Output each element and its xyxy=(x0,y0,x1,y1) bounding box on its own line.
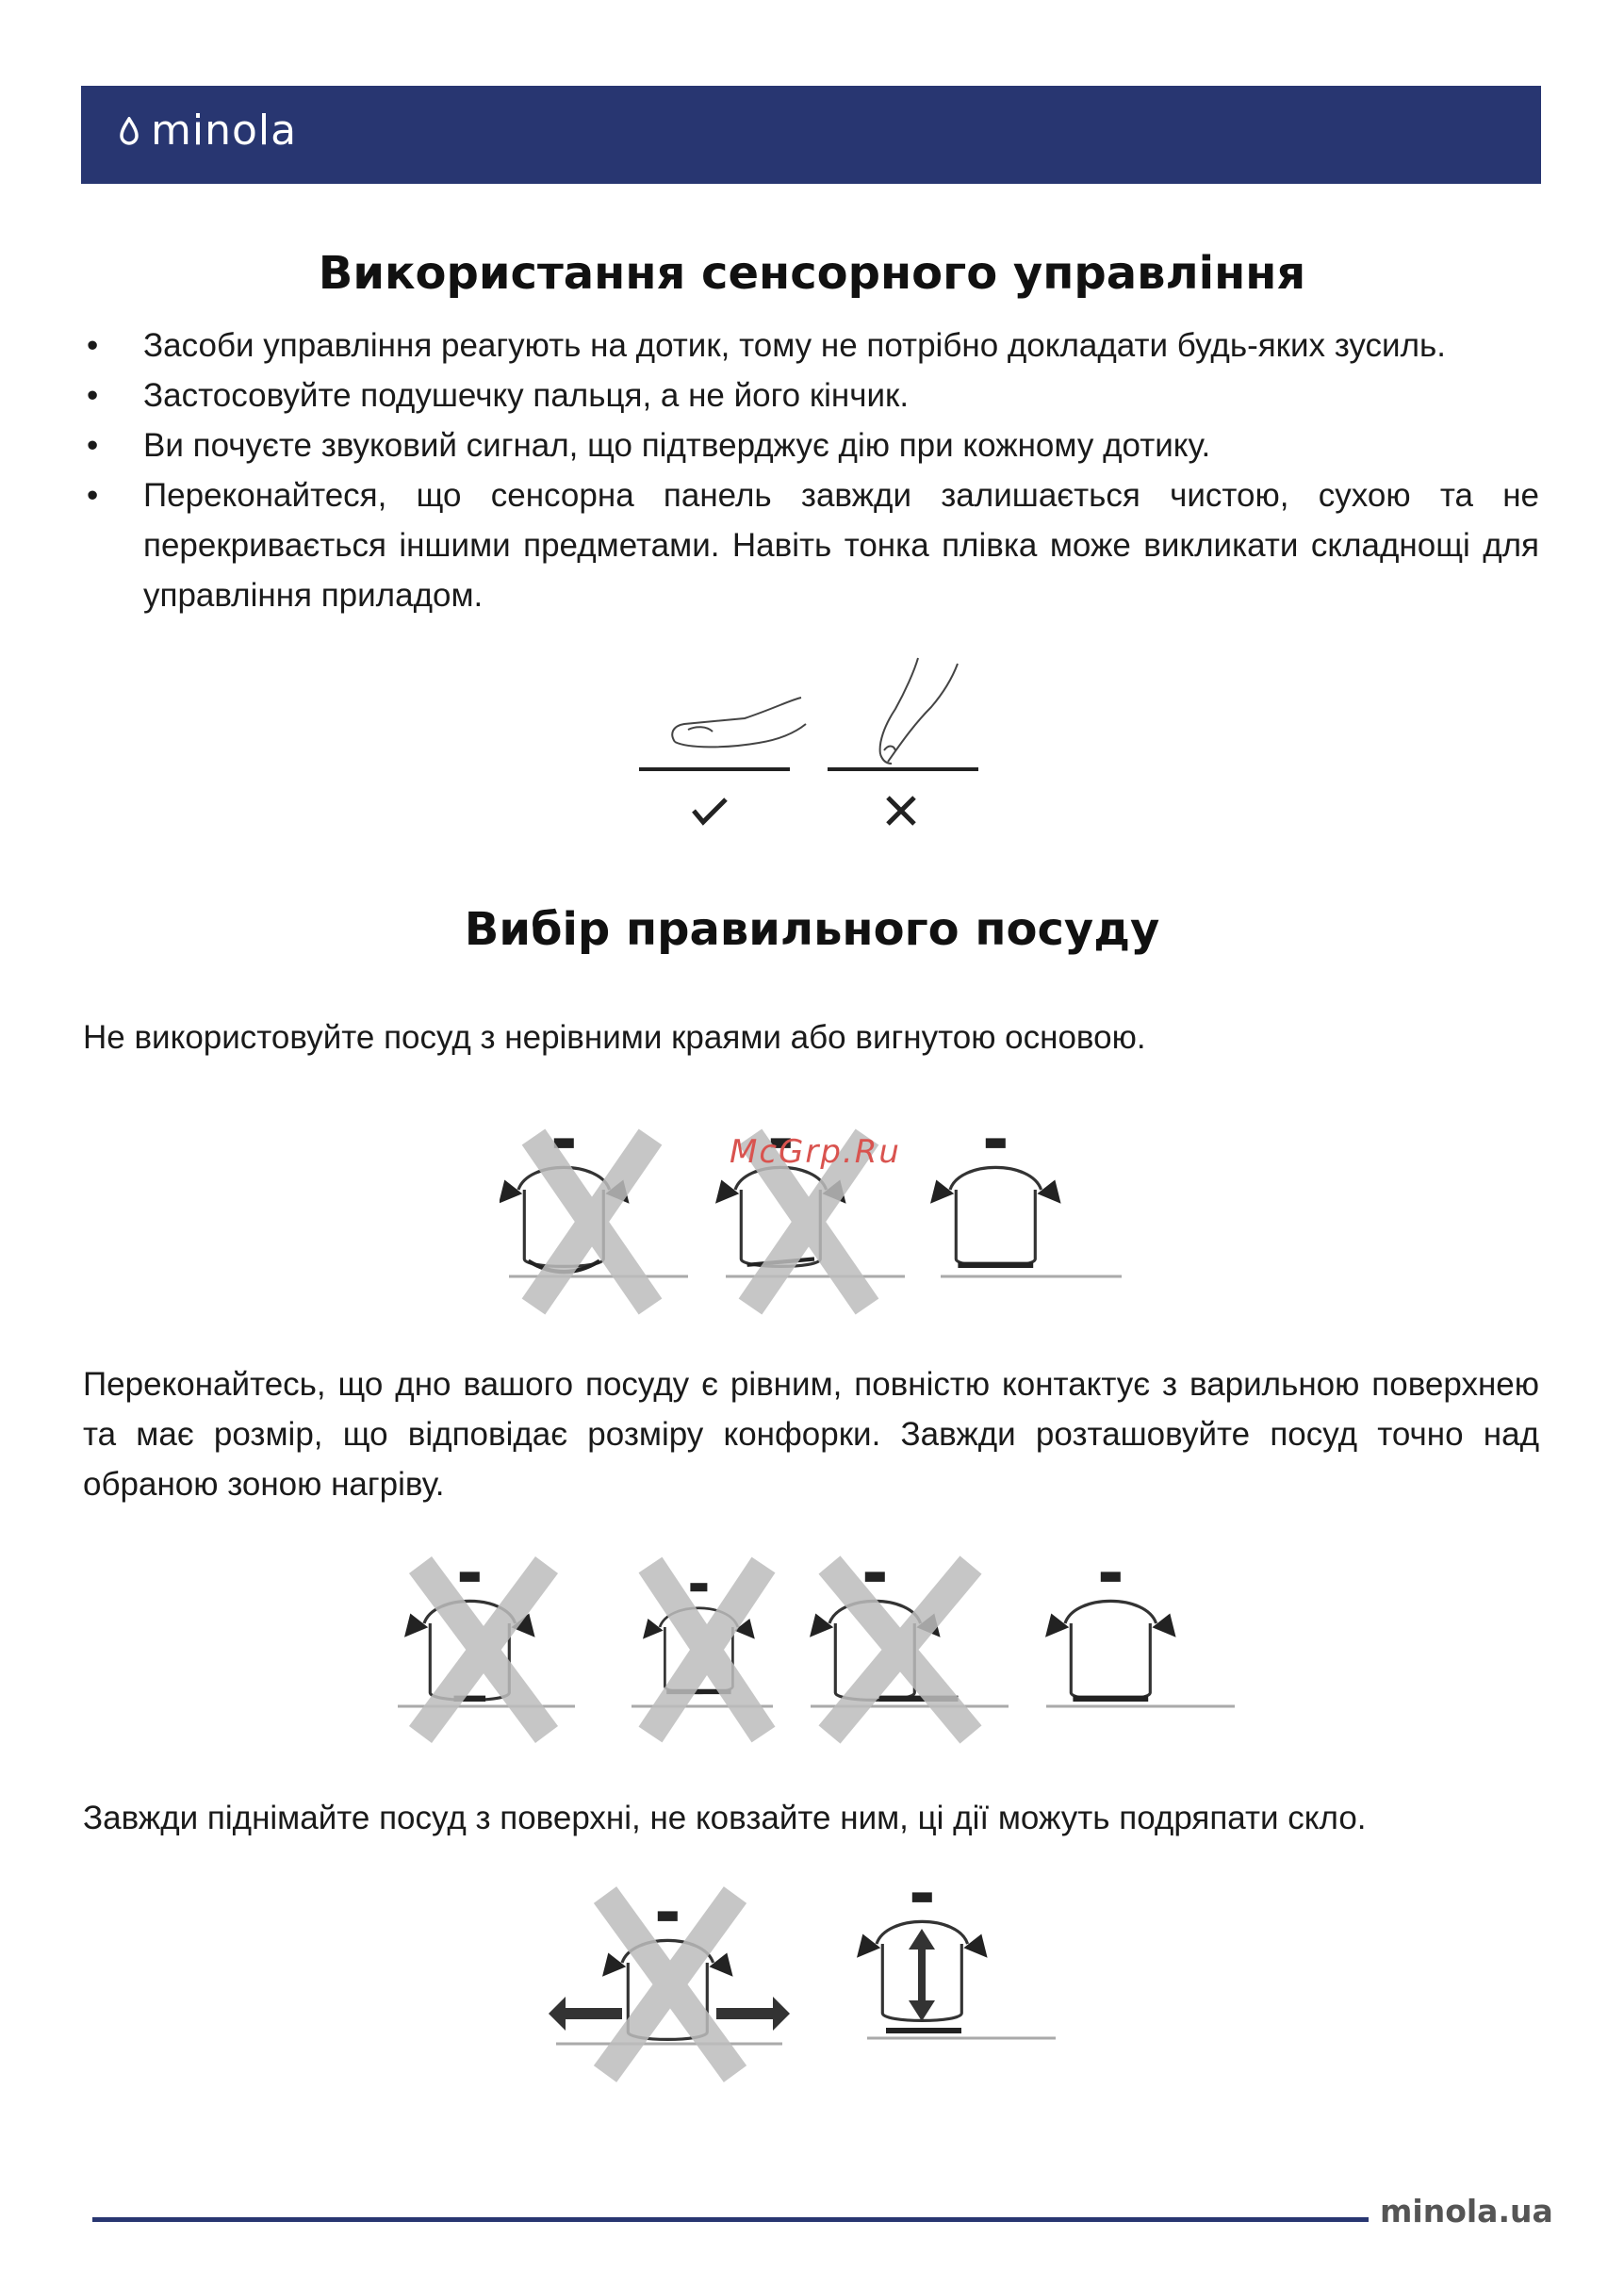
finger-pad-correct-icon xyxy=(672,698,806,747)
finger-touch-figure xyxy=(632,650,990,839)
arrow-updown-icon xyxy=(909,1929,935,2021)
brand-logo xyxy=(119,107,297,155)
list-item: • Переконайтеся, що сенсорна панель завжди залишається чистою, сухою та не перекривається іншими предметами. Навіть тонка плівка може викликати складнощі для управління приладом. xyxy=(87,477,1539,614)
cross-icon xyxy=(533,1137,650,1307)
header-bar xyxy=(81,86,1541,184)
watermark: McGrp.Ru xyxy=(730,1133,901,1171)
footer-url[interactable]: minola.ua xyxy=(1380,2193,1553,2229)
paragraph-uneven-cookware: Не використовуйте посуд з нерівними краями або вигнутою основою. xyxy=(83,1019,1146,1056)
pot-correct xyxy=(1045,1571,1176,1700)
finger-tip-wrong-icon xyxy=(880,658,958,764)
brand-name: minola xyxy=(151,107,298,155)
list-item: • Засоби управління реагують на дотик, тому не потрібно докладати будь-яких зусиль. xyxy=(87,327,1446,364)
check-icon xyxy=(694,799,726,822)
touch-tips-list xyxy=(83,321,1539,620)
paragraph-flat-base: Переконайтесь, що дно вашого посуду є рівним, повністю контактує з варильною поверхнею та має розмір, що відповідає розміру конфорки. Завжди розташовуйте посуд точно над обраною зоною нагріву. xyxy=(83,1366,1539,1503)
cross-icon xyxy=(605,1895,735,2074)
cross-icon xyxy=(420,1565,547,1735)
pot-correct xyxy=(930,1138,1061,1266)
arrow-left-icon xyxy=(549,1997,622,2031)
list-item: • Застосовуйте подушечку пальця, а не його кінчик. xyxy=(87,377,910,414)
cross-icon xyxy=(829,1565,971,1735)
footer-divider xyxy=(92,2217,1369,2222)
section-title-cookware: Вибір правильного посуду xyxy=(464,903,1160,956)
list-item: • Ви почуєте звуковий сигнал, що підтверджує дію при кожному дотику. xyxy=(87,427,1211,464)
cross-icon xyxy=(888,798,914,824)
pot-figure-row-2 xyxy=(386,1546,1254,1753)
pot-figure-row-3 xyxy=(547,1876,1074,2083)
paragraph-lift-cookware: Завжди піднімайте посуд з поверхні, не ковзайте ним, ці дії можуть подряпати скло. xyxy=(83,1800,1367,1836)
drop-logo-icon xyxy=(119,117,139,145)
section-title-touch-control: Використання сенсорного управління xyxy=(318,247,1306,300)
arrow-right-icon xyxy=(716,1997,790,2031)
